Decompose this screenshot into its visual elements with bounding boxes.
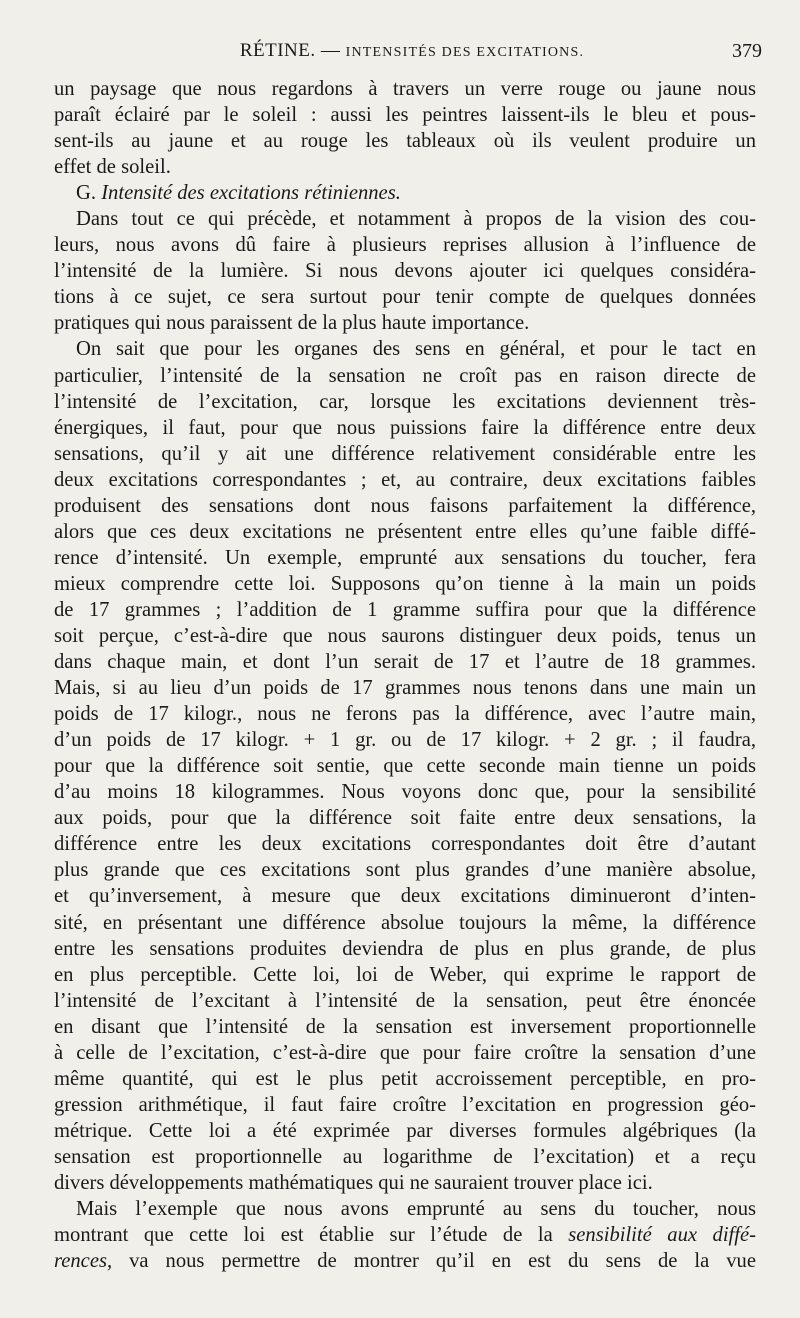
running-header <box>54 40 770 70</box>
page-body <box>54 76 756 1274</box>
text-line: l’intensité de l’excitant à l’intensité de la sensation, peut être énoncée <box>54 989 756 1012</box>
text-line-mixed <box>54 1248 756 1274</box>
text-line: soit perçue, c’est-à-dire que nous saurons distinguer deux poids, tenus un <box>54 624 756 647</box>
text-line: sensations, qu’il y ait une différence relativement considérable entre les <box>54 442 756 465</box>
paragraph-continuation <box>54 76 756 180</box>
text-line: de 17 grammes ; l’addition de 1 gramme suffira pour que la différence <box>54 598 756 621</box>
text-line: aux poids, pour que la différence soit faite entre deux sensations, la <box>54 807 756 830</box>
text-line: divers développements mathématiques qui ne sauraient trouver place ici. <box>54 1171 653 1194</box>
running-head-main: RÉTINE. <box>239 40 316 61</box>
text-line: métrique. Cette loi a été exprimée par diverses formules algébriques (la <box>54 1119 756 1142</box>
section-heading <box>54 180 756 206</box>
text-line: leurs, nous avons dû faire à plusieurs reprises allusion à l’influence de <box>54 234 756 257</box>
text-line: pour que la différence soit sentie, que cette seconde main tienne un poids <box>54 755 756 778</box>
text-line: sent-ils au jaune et au rouge les tableaux où ils veulent produire un <box>54 130 756 153</box>
page-number: 379 <box>732 40 762 62</box>
text-line: d’un poids de 17 kilogr. + 1 gr. ou de 17 kilogr. + 2 gr. ; il faudra, <box>54 729 756 752</box>
text-line: mieux comprendre cette loi. Supposons qu’on tienne à la main un poids <box>54 572 756 595</box>
text-line: alors que ces deux excitations ne présentent entre elles qu’une faible diffé- <box>54 520 756 543</box>
text-line: un paysage que nous regardons à travers un verre rouge ou jaune nous <box>54 78 756 100</box>
text-line: On sait que pour les organes des sens en général, et pour le tact en <box>76 338 756 361</box>
running-head-subtitle: INTENSITÉS DES EXCITATIONS. <box>345 45 585 60</box>
section-label: G. <box>76 182 97 205</box>
paragraph <box>54 206 756 336</box>
text-line: en plus perceptible. Cette loi, loi de Weber, qui exprime le rapport de <box>54 963 756 986</box>
text-line: Mais l’exemple que nous avons emprunté au sens du toucher, nous <box>76 1198 756 1221</box>
text-line: effet de soleil. <box>54 156 171 179</box>
text-line: différence entre les deux excitations correspondantes doit être d’autant <box>54 833 756 856</box>
running-head-title <box>54 40 770 62</box>
text-line: rence d’intensité. Un exemple, emprunté aux sensations du toucher, fera <box>54 546 756 569</box>
text-line: Dans tout ce qui précède, et notamment à propos de la vision des cou- <box>76 208 756 231</box>
text-line: et qu’inversement, à mesure que deux excitations diminueront d’inten- <box>54 885 756 908</box>
emphasis-text: sensibilité aux diffé- <box>568 1224 756 1247</box>
text-line: particulier, l’intensité de la sensation ne croît pas en raison directe de <box>54 364 756 387</box>
text-line: l’intensité de la lumière. Si nous devons ajouter ici quelques considéra- <box>54 260 756 283</box>
text-line-mixed <box>54 1222 756 1248</box>
text-line: sité, en présentant une différence absolue toujours la même, la différence <box>54 911 756 934</box>
text-line: plus grande que ces excitations sont plus grandes d’une manière absolue, <box>54 859 756 882</box>
text-line: à celle de l’excitation, c’est-à-dire que pour faire croître la sensation d’une <box>54 1041 756 1064</box>
text-line: produisent des sensations dont nous faisons parfaitement la différence, <box>54 494 756 517</box>
section-title: Intensité des excitations rétiniennes. <box>101 182 401 205</box>
emphasis-text: rences <box>54 1250 107 1273</box>
text-line: pratiques qui nous paraissent de la plus haute importance. <box>54 312 530 335</box>
text-line: sensation est proportionnelle au logarithme de l’excitation) et a reçu <box>54 1145 756 1168</box>
text-line: dans chaque main, et dont l’un serait de 17 et l’autre de 18 grammes. <box>54 651 756 674</box>
text-line: entre les sensations produites deviendra de plus en plus grande, de plus <box>54 937 756 960</box>
text-line: gression arithmétique, il faut faire croître l’excitation en progression géo- <box>54 1093 756 1116</box>
text-line: Mais, si au lieu d’un poids de 17 grammes nous tenons dans une main un <box>54 677 756 700</box>
text-line: même quantité, qui est le plus petit accroissement perceptible, en pro- <box>54 1067 756 1090</box>
text-line: paraît éclairé par le soleil : aussi les peintres laissent-ils le bleu et pous- <box>54 104 756 127</box>
text-line: tions à ce sujet, ce sera surtout pour tenir compte de quelques données <box>54 286 756 309</box>
paragraph <box>54 336 756 1196</box>
paragraph <box>54 1196 756 1274</box>
text-line: l’intensité de l’excitation, car, lorsque les excitations deviennent très- <box>54 390 756 413</box>
running-head-separator: — <box>320 40 341 61</box>
text-run: montrant que cette loi est établie sur l’étude de la <box>54 1224 569 1247</box>
text-line: en disant que l’intensité de la sensation est inversement proportionnelle <box>54 1015 756 1038</box>
text-line: poids de 17 kilogr., nous ne ferons pas la différence, avec l’autre main, <box>54 703 756 726</box>
text-line: énergiques, il faut, pour que nous puissions faire la différence entre deux <box>54 416 756 439</box>
text-line: deux excitations correspondantes ; et, au contraire, deux excitations faibles <box>54 468 756 491</box>
text-line: d’au moins 18 kilogrammes. Nous voyons donc que, pour la sensibilité <box>54 781 756 804</box>
text-run: , va nous permettre de montrer qu’il en est du sens de la vue <box>106 1250 756 1273</box>
